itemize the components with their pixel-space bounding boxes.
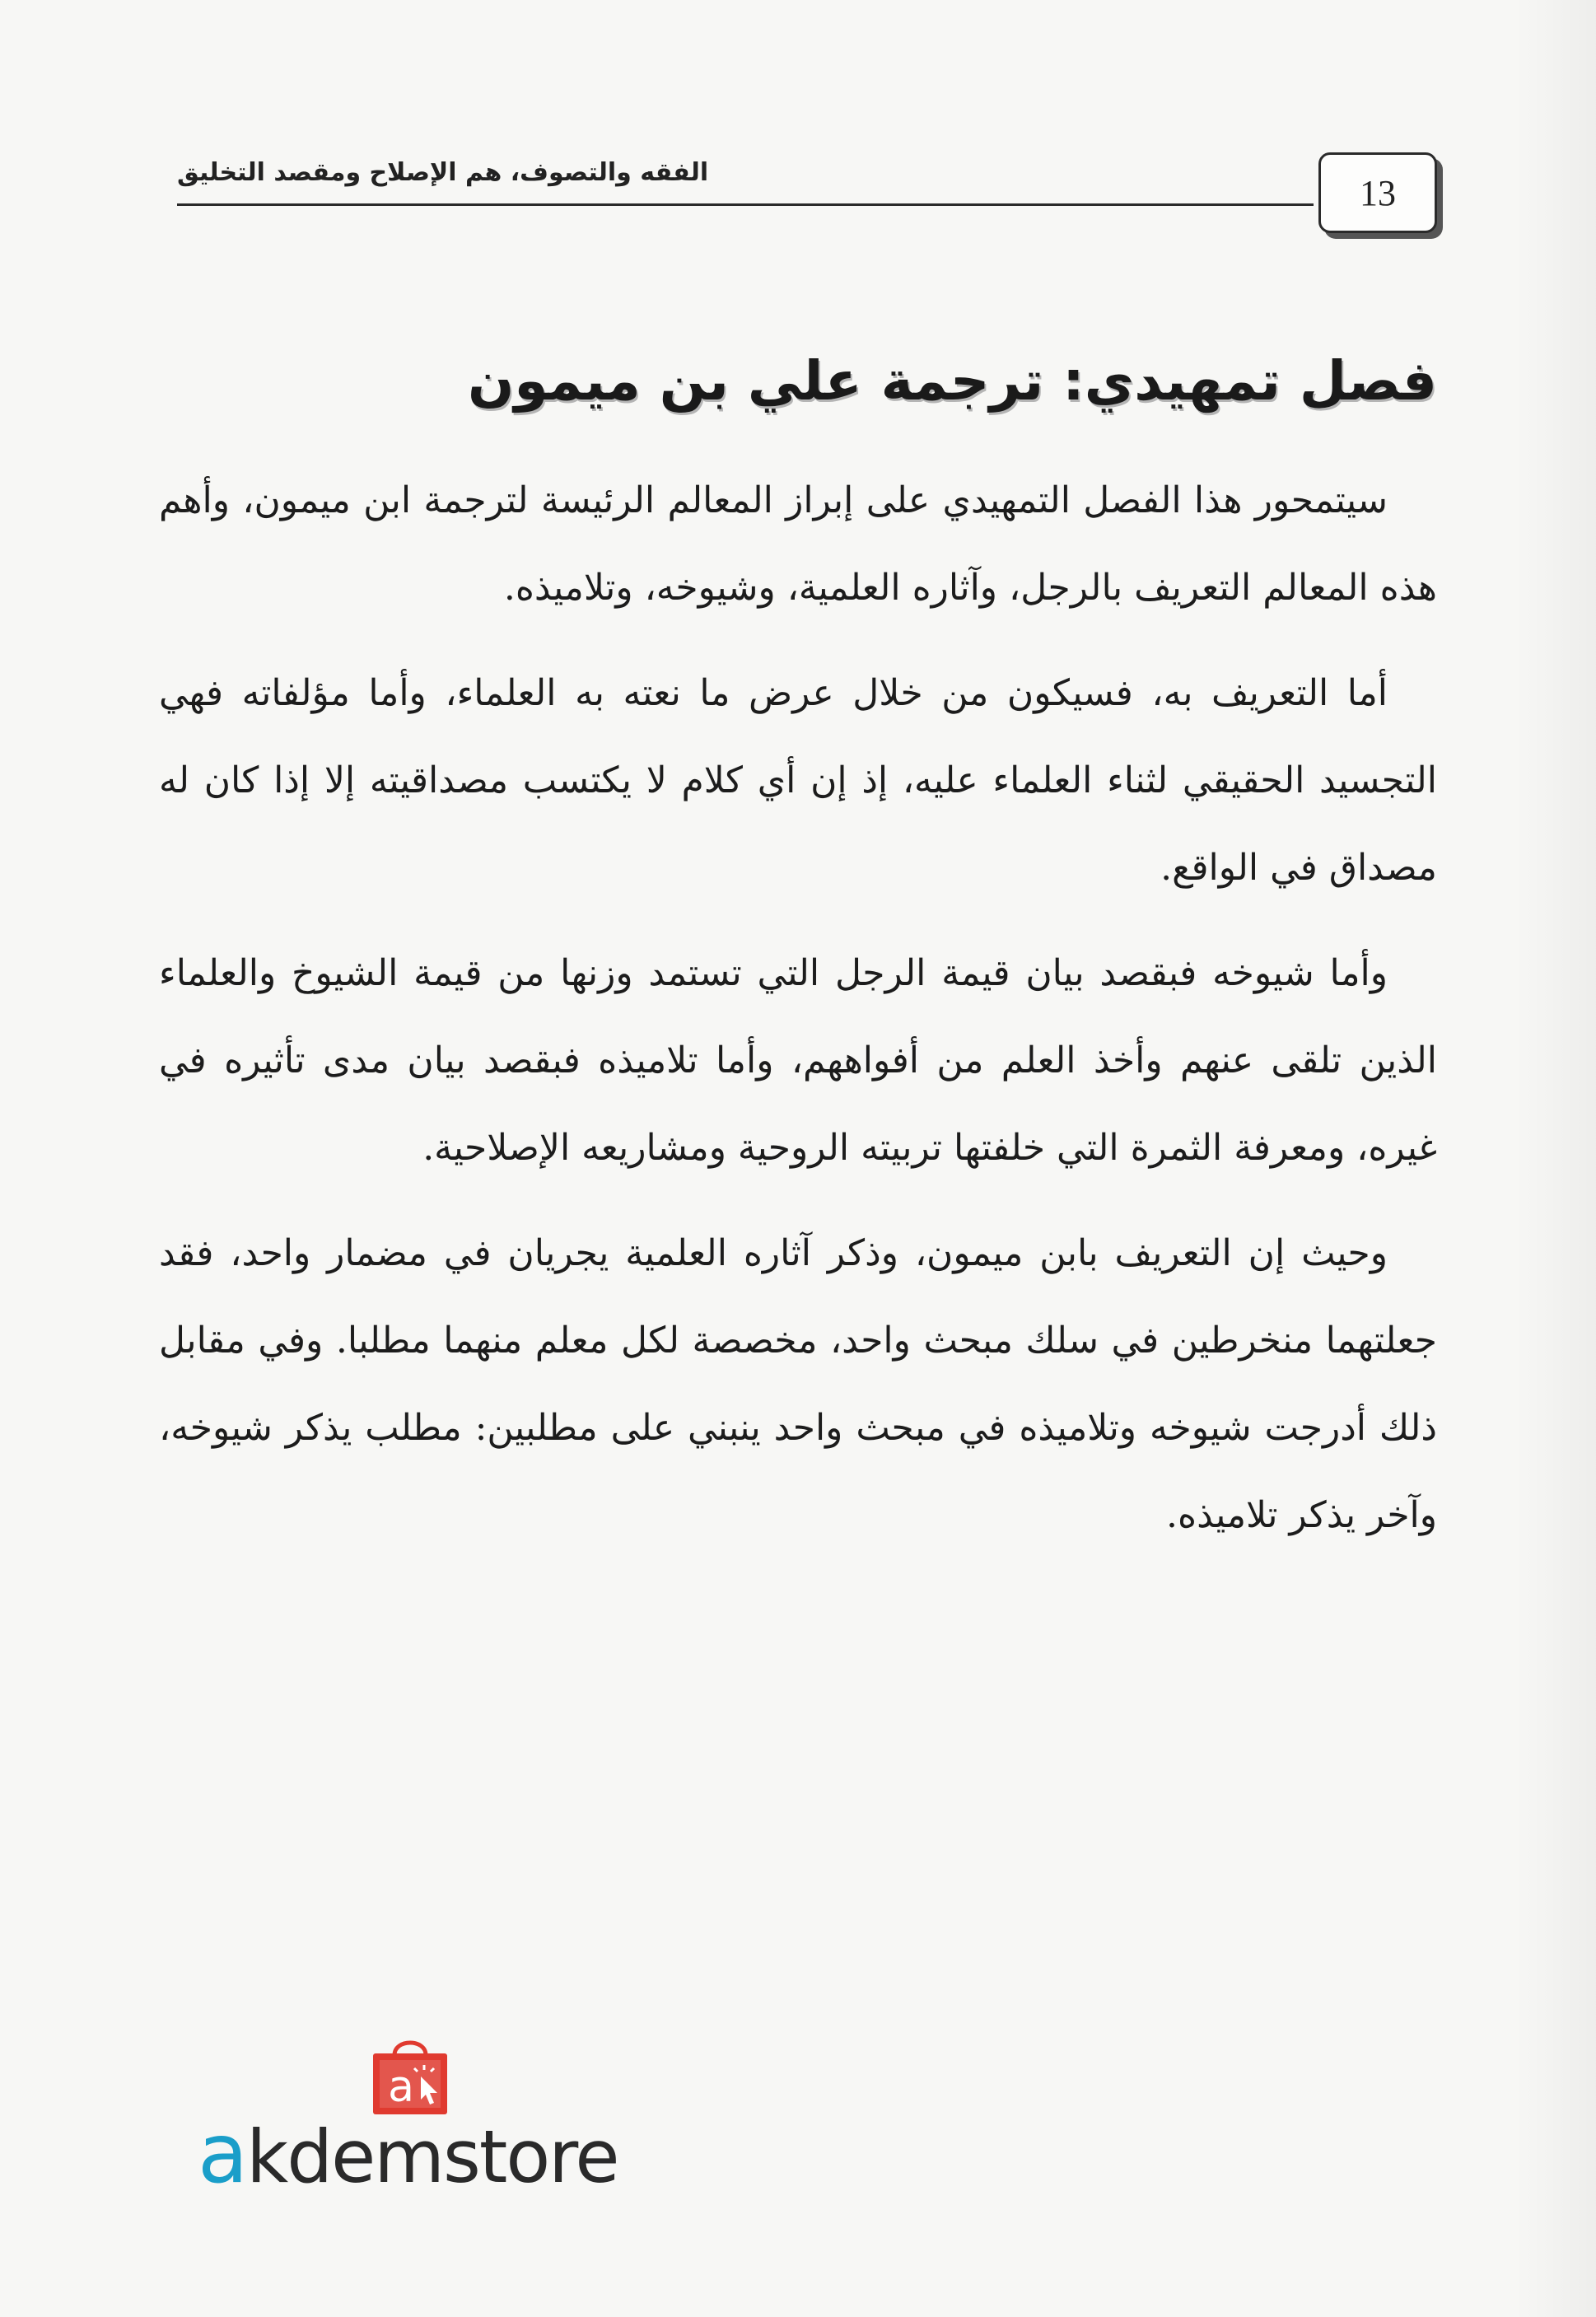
header-rule: [177, 203, 1314, 206]
page-number: 13: [1318, 152, 1437, 233]
logo-accent-letter: a: [198, 2105, 247, 2202]
bag-letter: a: [388, 2062, 414, 2112]
paragraph: وحيث إن التعريف بابن ميمون، وذكر آثاره العلمية يجريان في مضمار واحد، فقد جعلتهما منخرطين في سلك مبحث واحد، مخصصة لكل معلم منهما مطلبا. وفي مقابل ذلك أدرجت شيوخه وتلاميذه في مبحث واحد ينبني على مطلبين: مطلب يذكر شيوخه، وآخر يذكر تلاميذه.: [159, 1232, 1437, 1536]
scan-edge-shade: [1515, 0, 1596, 2317]
paragraph: وأما شيوخه فبقصد بيان قيمة الرجل التي تستمد وزنها من قيمة الشيوخ والعلماء الذين تلقى عنهم وأخذ العلم من أفواههم، وأما تلاميذه فبقصد بيان مدى تأثيره في غيره، ومعرفة الثمرة التي خلفتها تربيته الروحية ومشاريعه الإصلاحية.: [159, 952, 1437, 1169]
shopping-bag-icon: [366, 2030, 454, 2118]
logo-wordmark: [198, 2105, 618, 2202]
paragraph: أما التعريف به، فسيكون من خلال عرض ما نعته به العلماء، وأما مؤلفاته فهي التجسيد الحقيقي لثناء العلماء عليه، إذ إن أي كلام لا يكتسب مصداقيته إلا إذا كان له مصداق في الواقع.: [159, 672, 1437, 889]
chapter-title: فصل تمهيدي: ترجمة علي بن ميمون: [467, 349, 1437, 413]
store-logo: [198, 2030, 626, 2202]
body-text: [159, 457, 1437, 1577]
paragraph: سيتمحور هذا الفصل التمهيدي على إبراز المعالم الرئيسة لترجمة ابن ميمون، وأهم هذه المعالم التعريف بالرجل، وآثاره العلمية، وشيوخه، وتلاميذه.: [159, 479, 1437, 609]
running-title: الفقه والتصوف، هم الإصلاح ومقصد التخليق: [177, 158, 709, 187]
running-header: [177, 148, 1437, 239]
logo-rest: kdemstore: [246, 2114, 618, 2199]
